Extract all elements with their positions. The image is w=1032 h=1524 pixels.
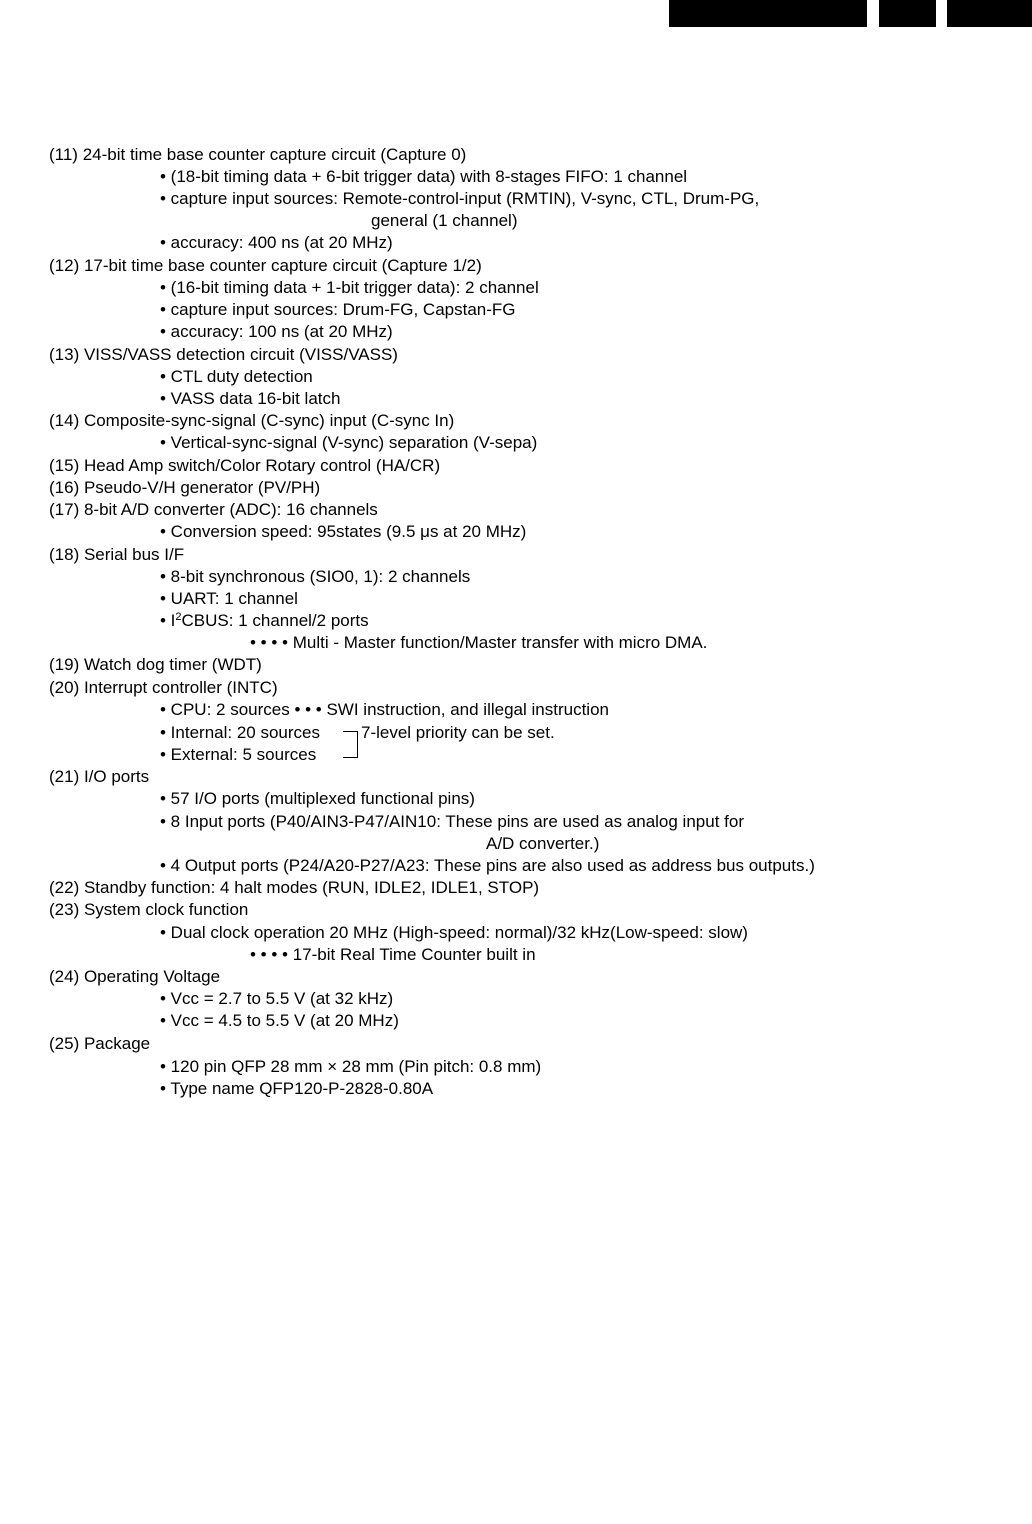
header-bar-2 [879, 0, 936, 27]
item-16-title: (16) Pseudo-V/H generator (PV/PH) [49, 478, 321, 497]
item-20-bullet-1: • CPU: 2 sources • • • SWI instruction, and illegal instruction [160, 700, 609, 719]
item-13-title: (13) VISS/VASS detection circuit (VISS/VASS) [49, 345, 398, 364]
item-23-title: (23) System clock function [49, 900, 249, 919]
item-24-title: (24) Operating Voltage [49, 967, 221, 986]
item-14-title: (14) Composite-sync-signal (C-sync) input (C-sync In) [49, 411, 455, 430]
item-11-bullet-2-cont: general (1 channel) [371, 211, 518, 230]
item-20-bullet-2: • Internal: 20 sources [160, 723, 320, 742]
item-21-title: (21) I/O ports [49, 767, 150, 786]
item-18-bullet-3-sub: • • • • Multi - Master function/Master transfer with micro DMA. [250, 633, 708, 652]
item-11-title: (11) 24-bit time base counter capture circuit (Capture 0) [49, 145, 467, 164]
item-25-title: (25) Package [49, 1034, 151, 1053]
item-23-bullet-1-sub: • • • • 17-bit Real Time Counter built in [250, 945, 536, 964]
item-11-bullet-2: • capture input sources: Remote-control-input (RMTIN), V-sync, CTL, Drum-PG, [160, 189, 760, 208]
item-21-bullet-3: • 4 Output ports (P24/A20-P27/A23: These pins are also used as address bus outputs.) [160, 856, 815, 875]
item-13-bullet-1: • CTL duty detection [160, 367, 313, 386]
item-18-bullet-2: • UART: 1 channel [160, 589, 298, 608]
item-20-bullet-3: • External: 5 sources [160, 745, 317, 764]
item-25-bullet-1: • 120 pin QFP 28 mm × 28 mm (Pin pitch: 0.8 mm) [160, 1057, 542, 1076]
item-18-bullet-3-prefix: • I [160, 611, 176, 630]
item-23-bullet-1: • Dual clock operation 20 MHz (High-speed: normal)/32 kHz(Low-speed: slow) [160, 923, 748, 942]
item-11-bullet-1: • (18-bit timing data + 6-bit trigger data) with 8-stages FIFO: 1 channel [160, 167, 688, 186]
item-22-title: (22) Standby function: 4 halt modes (RUN, IDLE2, IDLE1, STOP) [49, 878, 540, 897]
header-bar-1 [669, 0, 867, 27]
item-19-title: (19) Watch dog timer (WDT) [49, 655, 262, 674]
header-bar-3 [947, 0, 1032, 27]
item-12-title: (12) 17-bit time base counter capture circuit (Capture 1/2) [49, 256, 482, 275]
item-24-bullet-2: • Vcc = 4.5 to 5.5 V (at 20 MHz) [160, 1011, 399, 1030]
item-21-bullet-2-cont: A/D converter.) [486, 834, 600, 853]
item-18-bullet-1: • 8-bit synchronous (SIO0, 1): 2 channels [160, 567, 471, 586]
item-11-bullet-3: • accuracy: 400 ns (at 20 MHz) [160, 233, 393, 252]
item-24-bullet-1: • Vcc = 2.7 to 5.5 V (at 32 kHz) [160, 989, 394, 1008]
priority-bracket [343, 731, 358, 758]
item-20-title: (20) Interrupt controller (INTC) [49, 678, 278, 697]
item-14-bullet-1: • Vertical-sync-signal (V-sync) separation (V-sepa) [160, 433, 538, 452]
item-12-bullet-3: • accuracy: 100 ns (at 20 MHz) [160, 322, 393, 341]
item-20-bracket-note: 7-level priority can be set. [361, 723, 555, 742]
item-17-bullet-1: • Conversion speed: 95states (9.5 μs at 20 MHz) [160, 522, 527, 541]
item-18-bullet-3 [160, 610, 369, 632]
item-21-bullet-2: • 8 Input ports (P40/AIN3-P47/AIN10: These pins are used as analog input for [160, 812, 744, 831]
item-18-bullet-3-rest: CBUS: 1 channel/2 ports [181, 611, 369, 630]
item-17-title: (17) 8-bit A/D converter (ADC): 16 channels [49, 500, 378, 519]
item-25-bullet-2: • Type name QFP120-P-2828-0.80A [160, 1079, 434, 1098]
item-12-bullet-2: • capture input sources: Drum-FG, Capstan-FG [160, 300, 516, 319]
item-12-bullet-1: • (16-bit timing data + 1-bit trigger data): 2 channel [160, 278, 539, 297]
item-21-bullet-1: • 57 I/O ports (multiplexed functional pins) [160, 789, 475, 808]
item-18-title: (18) Serial bus I/F [49, 545, 185, 564]
item-15-title: (15) Head Amp switch/Color Rotary control (HA/CR) [49, 456, 441, 475]
item-13-bullet-2: • VASS data 16-bit latch [160, 389, 341, 408]
item-18-bullet-3-sup: 2 [175, 611, 182, 623]
